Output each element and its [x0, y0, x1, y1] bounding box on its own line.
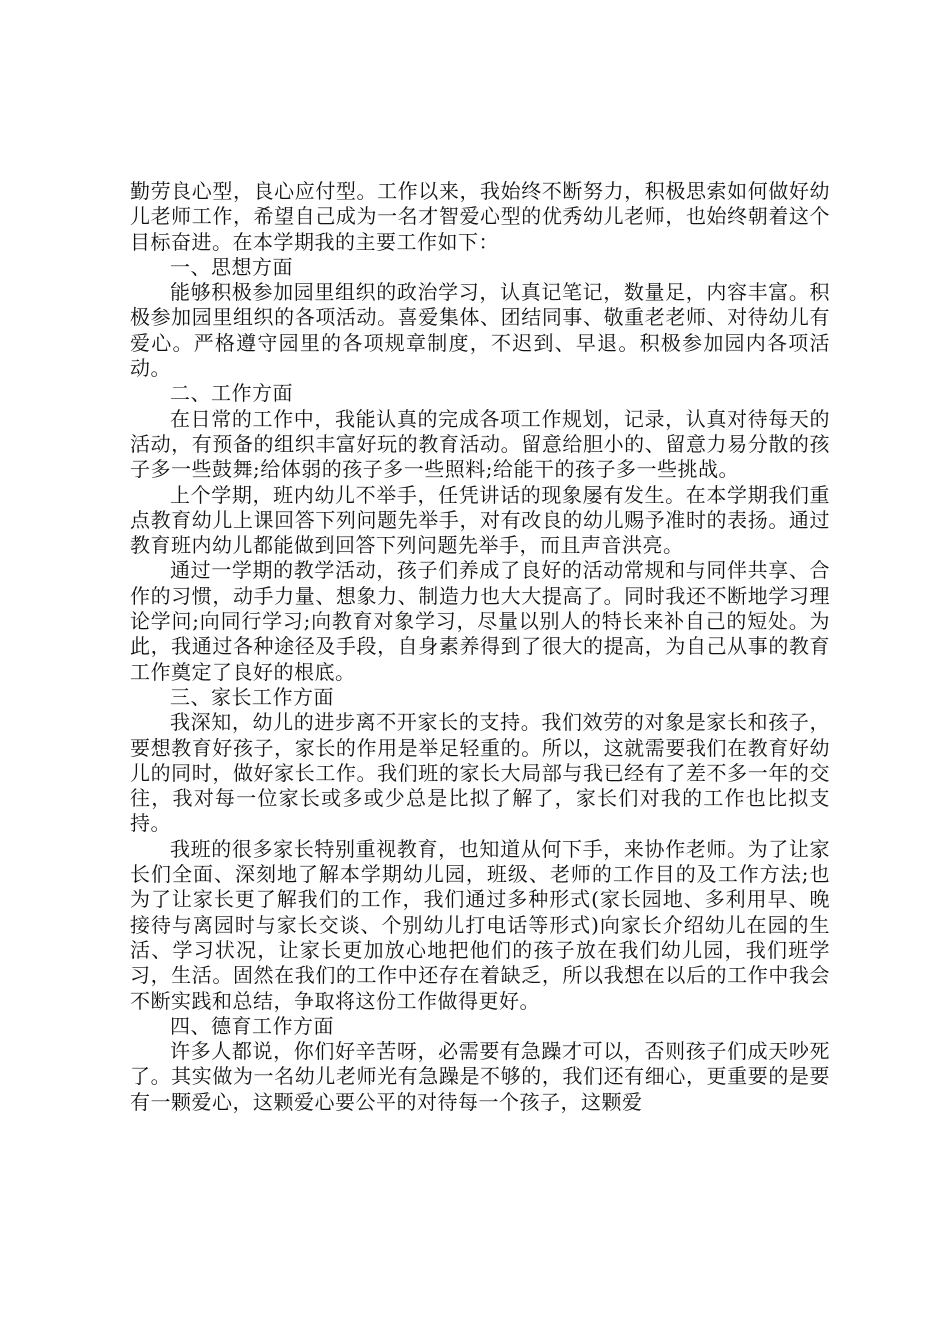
document-body [130, 179, 830, 1115]
paragraph-work-daily: 在日常的工作中，我能认真的完成各项工作规划，记录，认真对待每天的活动，有预备的组织丰富好玩的教育活动。留意给胆小的、留意力易分散的孩子多一些鼓舞;给体弱的孩子多一些照料;给能干的孩子多一些挑战。 [130, 406, 830, 482]
paragraph-moral: 许多人都说，你们好辛苦呀，必需要有急躁才可以，否则孩子们成天吵死了。其实做为一名幼儿老师光有急躁是不够的，我们还有细心，更重要的是要有一颗爱心，这颗爱心要公平的对待每一个孩子，这颗爱 [130, 1039, 830, 1114]
paragraph-parents-support: 我深知，幼儿的进步离不开家长的支持。我们效劳的对象是家长和孩子，要想教育好孩子，家长的作用是举足轻重的。所以，这就需要我们在教育好幼儿的同时，做好家长工作。我们班的家长大局部与我已经有了差不多一年的交往，我对每一位家长或多或少总是比拟了解了，家长们对我的工作也比拟支持。 [130, 710, 830, 836]
paragraph-parents-communication: 我班的很多家长特别重视教育，也知道从何下手，来协作老师。为了让家长们全面、深刻地了解本学期幼儿园，班级、老师的工作目的及工作方法;也为了让家长更了解我们的工作，我们通过多种形式(家长园地、多利用早、晚接待与离园时与家长交谈、个别幼儿打电话等形式)向家长介绍幼儿在园的生活、学习状况，让家长更加放心地把他们的孩子放在我们幼儿园，我们班学习，生活。固然在我们的工作中还存在着缺乏，所以我想在以后的工作中我会不断实践和总结，争取将这份工作做得更好。 [130, 836, 830, 1013]
paragraph-thought: 能够积极参加园里组织的政治学习，认真记笔记，数量足，内容丰富。积极参加园里组织的各项活动。喜爱集体、团结同事、敬重老老师、对待幼儿有爱心。严格遵守园里的各项规章制度，不迟到、早退。积极参加园内各项活动。 [130, 280, 830, 381]
section-heading-parents: 三、家长工作方面 [170, 684, 334, 709]
paragraph-work-last-term: 上个学期，班内幼儿不举手，任凭讲话的现象屡有发生。在本学期我们重点教育幼儿上课回答下列问题先举手，对有改良的幼儿赐予准时的表扬。通过教育班内幼儿都能做到回答下列问题先举手，而且声音洪亮。 [130, 482, 830, 558]
paragraph-intro: 勤劳良心型，良心应付型。工作以来，我始终不断努力，积极思索如何做好幼儿老师工作，希望自己成为一名才智爱心型的优秀幼儿老师，也始终朝着这个目标奋进。在本学期我的主要工作如下： [130, 179, 830, 254]
section-heading-thought: 一、思想方面 [170, 254, 293, 279]
paragraph-work-teaching: 通过一学期的教学活动，孩子们养成了良好的活动常规和与同伴共享、合作的习惯，动手力量、想象力、制造力也大大提高了。同时我还不断地学习理论学问;向同行学习;向教育对象学习，尽量以别人的特长来补自己的短处。为此，我通过各种途径及手段，自身素养得到了很大的提高，为自己从事的教育工作奠定了良好的根底。 [130, 558, 830, 684]
section-heading-work: 二、工作方面 [170, 381, 293, 406]
section-heading-moral: 四、德育工作方面 [170, 1013, 334, 1038]
